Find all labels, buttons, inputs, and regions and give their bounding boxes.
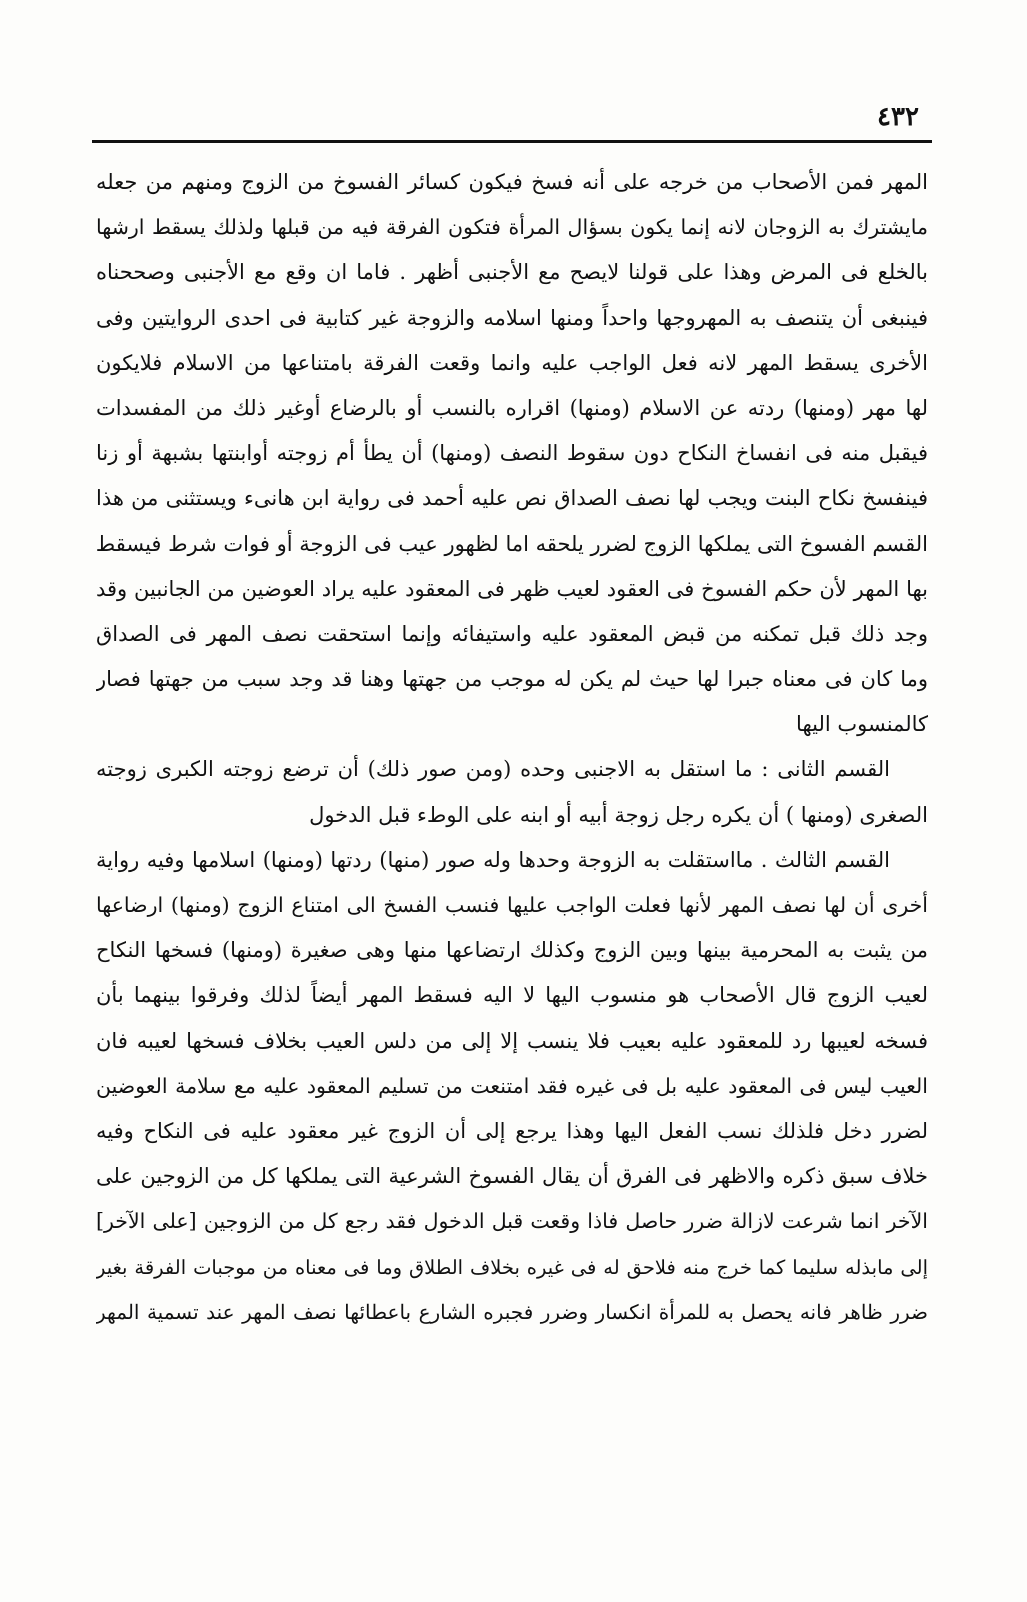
text-line: لضرر دخل فلذلك نسب الفعل اليها وهذا يرجع إلى أن الزوج غير معقود عليه فى النكاح وفيه — [96, 1118, 928, 1143]
text-line: إلى مابذله سليما كما خرج منه فلاحق له فى غيره بخلاف الطلاق وما فى معناه من موجبات الفرقة بغير — [96, 1255, 928, 1279]
text-line: فينبغى أن يتنصف به المهروجها واحداً ومنها اسلامه والزوجة غير كتابية فى احدى الروايتين وفى — [96, 305, 928, 330]
body-text — [96, 160, 928, 1335]
text-line: فسخه لعيبها رد للمعقود عليه بعيب فلا ينسب إلا إلى من دلس العيب بخلاف فسخها لعيبه فان — [96, 1028, 928, 1053]
text-line: لعيب الزوج قال الأصحاب هو منسوب اليها لا اليه فسقط المهر أيضاً لذلك وفرقوا بينهما بأن — [96, 983, 928, 1008]
text-line: القسم الثالث . مااستقلت به الزوجة وحدها وله صور (منها) ردتها (ومنها) اسلامها وفيه رواية — [96, 847, 890, 872]
text-line: العيب ليس فى المعقود عليه بل فى غيره فقد امتنعت من تسليم المعقود عليه مع سلامة العوضين — [96, 1073, 928, 1098]
text-line: القسم الثانى : ما استقل به الاجنبى وحده (ومن صور ذلك) أن ترضع زوجته الكبرى زوجته — [96, 757, 890, 782]
text-line: فيقبل منه فى انفساخ النكاح دون سقوط النصف (ومنها) أن يطأ أم زوجته أوابنتها بشبهة أو زنا — [96, 441, 928, 466]
text-line: الصغرى (ومنها ) أن يكره رجل زوجة أبيه أو ابنه على الوطء قبل الدخول — [309, 802, 928, 827]
text-line: ضرر ظاهر فانه يحصل به للمرأة انكسار وضرر فجبره الشارع باعطائها نصف المهر عند تسمية المهر — [96, 1299, 928, 1324]
text-line: فينفسخ نكاح البنت ويجب لها نصف الصداق نص عليه أحمد فى رواية ابن هانىء ويستثنى من هذا — [96, 486, 928, 511]
text-line: الآخر انما شرعت لازالة ضرر حاصل فاذا وقعت قبل الدخول فقد رجع كل من الزوجين [على الآخر] — [96, 1209, 928, 1234]
page-number: ٤٣٢ — [877, 102, 919, 132]
text-line: وما كان فى معناه جبرا لها حيث لم يكن له موجب من جهتها وهنا قد وجد سبب من جهتها فصار — [96, 667, 928, 692]
text-line: القسم الفسوخ التى يملكها الزوج لضرر يلحقه اما لظهور عيب فى الزوجة أو فوات شرط فيسقط — [96, 531, 928, 556]
text-line: بها المهر لأن حكم الفسوخ فى العقود لعيب ظهر فى المعقود عليه يراد العوضين من الجانبين وقد — [96, 576, 928, 601]
text-line: أخرى أن لها نصف المهر لأنها فعلت الواجب عليها فنسب الفسخ الى امتناع الزوج (ومنها) ارضاعها — [96, 893, 928, 917]
text-line: وجد ذلك قبل تمكنه من قبض المعقود عليه واستيفائه وإنما استحقت نصف المهر فى الصداق — [96, 621, 928, 646]
text-line: بالخلع فى المرض وهذا على قولنا لايصح مع الأجنبى أظهر . فاما ان وقع مع الأجنبى وصححناه — [96, 260, 928, 285]
header-rule — [92, 140, 932, 143]
text-line: كالمنسوب اليها — [796, 712, 928, 737]
text-line: مايشترك به الزوجان لانه إنما يكون بسؤال المرأة فتكون الفرقة فيه من قبلها ولذلك يسقط ارشها — [96, 215, 928, 240]
text-line: لها مهر (ومنها) ردته عن الاسلام (ومنها) اقراره بالنسب أو بالرضاع أوغير ذلك من المفسدات — [96, 395, 928, 420]
text-line: من يثبت به المحرمية بينها وبين الزوج وكذلك ارتضاعها منها وهى صغيرة (ومنها) فسخها النكاح — [96, 938, 928, 963]
text-line: المهر فمن الأصحاب من خرجه على أنه فسخ فيكون كسائر الفسوخ من الزوج ومنهم من جعله — [96, 170, 928, 194]
text-line: خلاف سبق ذكره والاظهر فى الفرق أن يقال الفسوخ الشرعية التى يملكها كل من الزوجين على — [96, 1164, 928, 1189]
text-line: الأخرى يسقط المهر لانه فعل الواجب عليه وانما وقعت الفرقة بامتناعها من الاسلام فلايكون — [96, 350, 928, 375]
